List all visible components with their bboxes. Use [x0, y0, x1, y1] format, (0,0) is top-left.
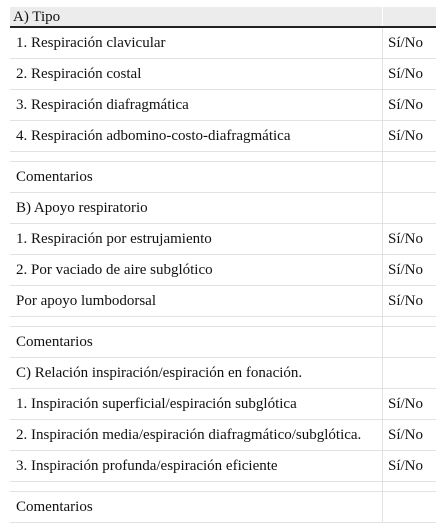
row-value: Sí/No [388, 128, 424, 144]
table-row [10, 121, 436, 152]
comments-row [10, 162, 436, 193]
breathing-assessment-table [10, 7, 436, 523]
section-heading: C) Relación inspiración/espiración en fonación. [10, 358, 383, 388]
row-value [383, 482, 436, 491]
row-label: Comentarios [10, 327, 383, 357]
table-row [10, 59, 436, 90]
row-value: Sí/No [388, 458, 424, 474]
table-row [10, 286, 436, 317]
row-label: 1. Respiración clavicular [10, 28, 383, 58]
row-label: Por apoyo lumbodorsal [10, 286, 383, 316]
row-value: Sí/No [388, 293, 424, 309]
row-label: Comentarios [10, 162, 383, 192]
table-header [10, 7, 436, 28]
row-label: 2. Por vaciado de aire subglótico [10, 255, 383, 285]
spacer-row [10, 482, 436, 492]
table-row [10, 389, 436, 420]
row-value [383, 152, 436, 161]
row-value: Sí/No [388, 66, 424, 82]
section-heading: A) Tipo [13, 9, 61, 25]
spacer-row [10, 317, 436, 327]
table-row [10, 420, 436, 451]
row-value: Sí/No [388, 97, 424, 113]
row-value: Sí/No [388, 427, 424, 443]
comments-row [10, 492, 436, 523]
row-value [383, 317, 436, 326]
row-value: Sí/No [388, 262, 424, 278]
section-heading: B) Apoyo respiratorio [10, 193, 383, 223]
row-label: Comentarios [10, 492, 383, 522]
row-label: 3. Inspiración profunda/espiración eficiente [10, 451, 383, 481]
section-row [10, 358, 436, 389]
row-value: Sí/No [388, 231, 424, 247]
row-value: Sí/No [388, 35, 424, 51]
row-value [383, 492, 436, 522]
row-label: 1. Respiración por estrujamiento [10, 224, 383, 254]
table-row [10, 451, 436, 482]
header-empty-cell [382, 7, 436, 26]
row-label [10, 317, 383, 326]
row-value [383, 327, 436, 357]
row-label: 2. Respiración costal [10, 59, 383, 89]
row-value [383, 193, 436, 223]
table-row [10, 90, 436, 121]
row-label [10, 482, 383, 491]
section-row [10, 193, 436, 224]
row-value [383, 358, 436, 388]
row-label: 2. Inspiración media/espiración diafragmático/subglótica. [10, 420, 383, 450]
table-row [10, 255, 436, 286]
spacer-row [10, 152, 436, 162]
comments-row [10, 327, 436, 358]
row-value: Sí/No [388, 396, 424, 412]
table-row [10, 28, 436, 59]
row-label [10, 152, 383, 161]
table-row [10, 224, 436, 255]
row-value [383, 162, 436, 192]
row-label: 4. Respiración adbomino-costo-diafragmática [10, 121, 383, 151]
row-label: 1. Inspiración superficial/espiración subglótica [10, 389, 383, 419]
row-label: 3. Respiración diafragmática [10, 90, 383, 120]
